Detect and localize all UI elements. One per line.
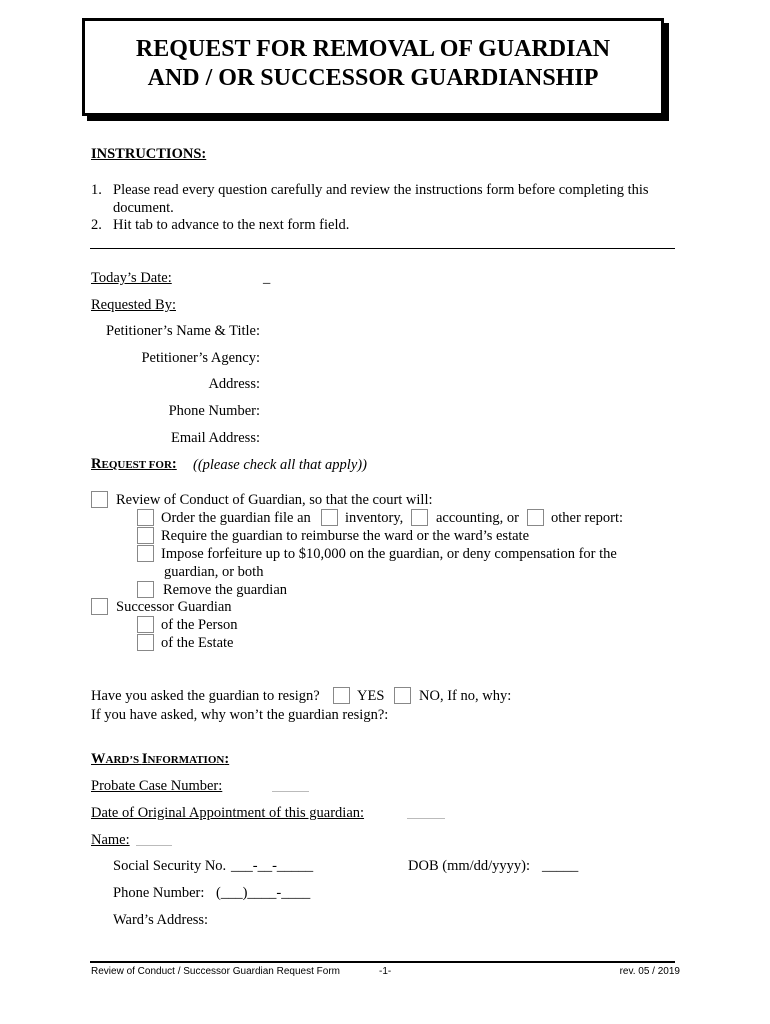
instructions-heading: INSTRUCTIONS: bbox=[91, 146, 207, 162]
ward-address-label: Ward’s Address: bbox=[113, 912, 209, 928]
other-report-label: other report: bbox=[551, 510, 624, 526]
reimburse-checkbox[interactable] bbox=[137, 527, 154, 544]
ward-name-label: Name: bbox=[91, 832, 130, 848]
form-title-line-2: AND / OR SUCCESSOR GUARDIANSHIP bbox=[147, 65, 599, 91]
wards-heading-initial-i: I bbox=[141, 751, 148, 767]
ward-phone-field[interactable]: (___)____-____ bbox=[216, 885, 311, 901]
successor-guardian-label: Successor Guardian bbox=[116, 599, 232, 615]
reimburse-label: Require the guardian to reimburse the ward or the ward’s estate bbox=[161, 528, 530, 544]
phone-number-label: Phone Number: bbox=[168, 403, 260, 419]
footer-rule bbox=[90, 961, 675, 963]
accounting-checkbox[interactable] bbox=[411, 509, 428, 526]
accounting-label: accounting, or bbox=[436, 510, 519, 526]
petitioner-name-label: Petitioner’s Name & Title: bbox=[106, 323, 260, 339]
wards-heading-rest: ARD’S bbox=[105, 754, 142, 766]
request-for-heading-colon: : bbox=[171, 456, 177, 472]
inventory-checkbox[interactable] bbox=[321, 509, 338, 526]
forfeiture-label-cont: guardian, or both bbox=[164, 564, 264, 580]
divider-rule bbox=[90, 248, 675, 249]
request-for-heading-rest: EQUEST FOR bbox=[101, 459, 172, 471]
instruction-1-text: Please read every question carefully and review the instructions form before completing this bbox=[113, 182, 649, 198]
title-box bbox=[82, 18, 664, 116]
footer-page-number: -1- bbox=[379, 966, 392, 977]
wards-heading-initial-w: W bbox=[91, 751, 106, 767]
of-the-person-label: of the Person bbox=[161, 617, 238, 633]
address-label: Address: bbox=[208, 376, 260, 392]
order-file-label: Order the guardian file an bbox=[161, 510, 311, 526]
wards-heading-colon: : bbox=[224, 751, 230, 767]
resign-yes-checkbox[interactable] bbox=[333, 687, 350, 704]
of-the-estate-label: of the Estate bbox=[161, 635, 234, 651]
resign-no-checkbox[interactable] bbox=[394, 687, 411, 704]
instruction-1-text-cont: document. bbox=[113, 200, 174, 216]
request-for-heading-initial: R bbox=[91, 456, 102, 472]
instruction-1-number: 1. bbox=[91, 182, 102, 198]
form-title-line-1: REQUEST FOR REMOVAL OF GUARDIAN bbox=[135, 36, 611, 62]
instruction-2-number: 2. bbox=[91, 217, 102, 233]
dob-field[interactable]: _____ bbox=[542, 858, 579, 874]
requested-by-heading: Requested By: bbox=[91, 297, 176, 313]
forfeiture-checkbox[interactable] bbox=[137, 545, 154, 562]
review-conduct-label: Review of Conduct of Guardian, so that the court will: bbox=[116, 492, 433, 508]
probate-case-number-label: Probate Case Number: bbox=[91, 778, 223, 794]
resign-no-label: NO, If no, why: bbox=[419, 688, 512, 704]
of-the-person-checkbox[interactable] bbox=[137, 616, 154, 633]
email-address-label: Email Address: bbox=[170, 430, 260, 446]
ssn-label: Social Security No. bbox=[113, 858, 227, 874]
request-for-heading bbox=[91, 456, 177, 473]
resign-question: Have you asked the guardian to resign? bbox=[91, 688, 320, 704]
wards-heading-rest2: NFORMATION bbox=[147, 754, 225, 766]
footer-revision: rev. 05 / 2019 bbox=[619, 966, 680, 977]
probate-case-number-field[interactable] bbox=[272, 777, 309, 792]
inventory-label: inventory, bbox=[345, 510, 404, 526]
wards-information-heading bbox=[91, 751, 229, 768]
review-conduct-checkbox[interactable] bbox=[91, 491, 108, 508]
resign-yes-label: YES bbox=[357, 688, 385, 704]
remove-guardian-checkbox[interactable] bbox=[137, 581, 154, 598]
ssn-field[interactable]: ___-__-_____ bbox=[231, 858, 314, 874]
petitioner-agency-label: Petitioner’s Agency: bbox=[141, 350, 260, 366]
forfeiture-label: Impose forfeiture up to $10,000 on the guardian, or deny compensation for the bbox=[161, 546, 617, 562]
todays-date-label: Today’s Date: bbox=[91, 270, 172, 286]
successor-guardian-checkbox[interactable] bbox=[91, 598, 108, 615]
ward-name-field[interactable] bbox=[136, 831, 172, 846]
appointment-date-field[interactable] bbox=[407, 804, 445, 819]
ward-phone-label: Phone Number: bbox=[113, 885, 205, 901]
appointment-date-label: Date of Original Appointment of this guardian: bbox=[91, 805, 365, 821]
instruction-2-text: Hit tab to advance to the next form field. bbox=[113, 217, 350, 233]
footer-form-name: Review of Conduct / Successor Guardian Request Form bbox=[91, 966, 340, 977]
request-for-note: ((please check all that apply)) bbox=[193, 457, 367, 473]
of-the-estate-checkbox[interactable] bbox=[137, 634, 154, 651]
dob-label: DOB (mm/dd/yyyy): bbox=[408, 858, 531, 874]
todays-date-field[interactable]: _ bbox=[263, 270, 271, 286]
order-file-checkbox[interactable] bbox=[137, 509, 154, 526]
remove-guardian-label: Remove the guardian bbox=[163, 582, 288, 598]
other-report-checkbox[interactable] bbox=[527, 509, 544, 526]
resign-why-not-label: If you have asked, why won’t the guardian resign?: bbox=[91, 707, 389, 723]
